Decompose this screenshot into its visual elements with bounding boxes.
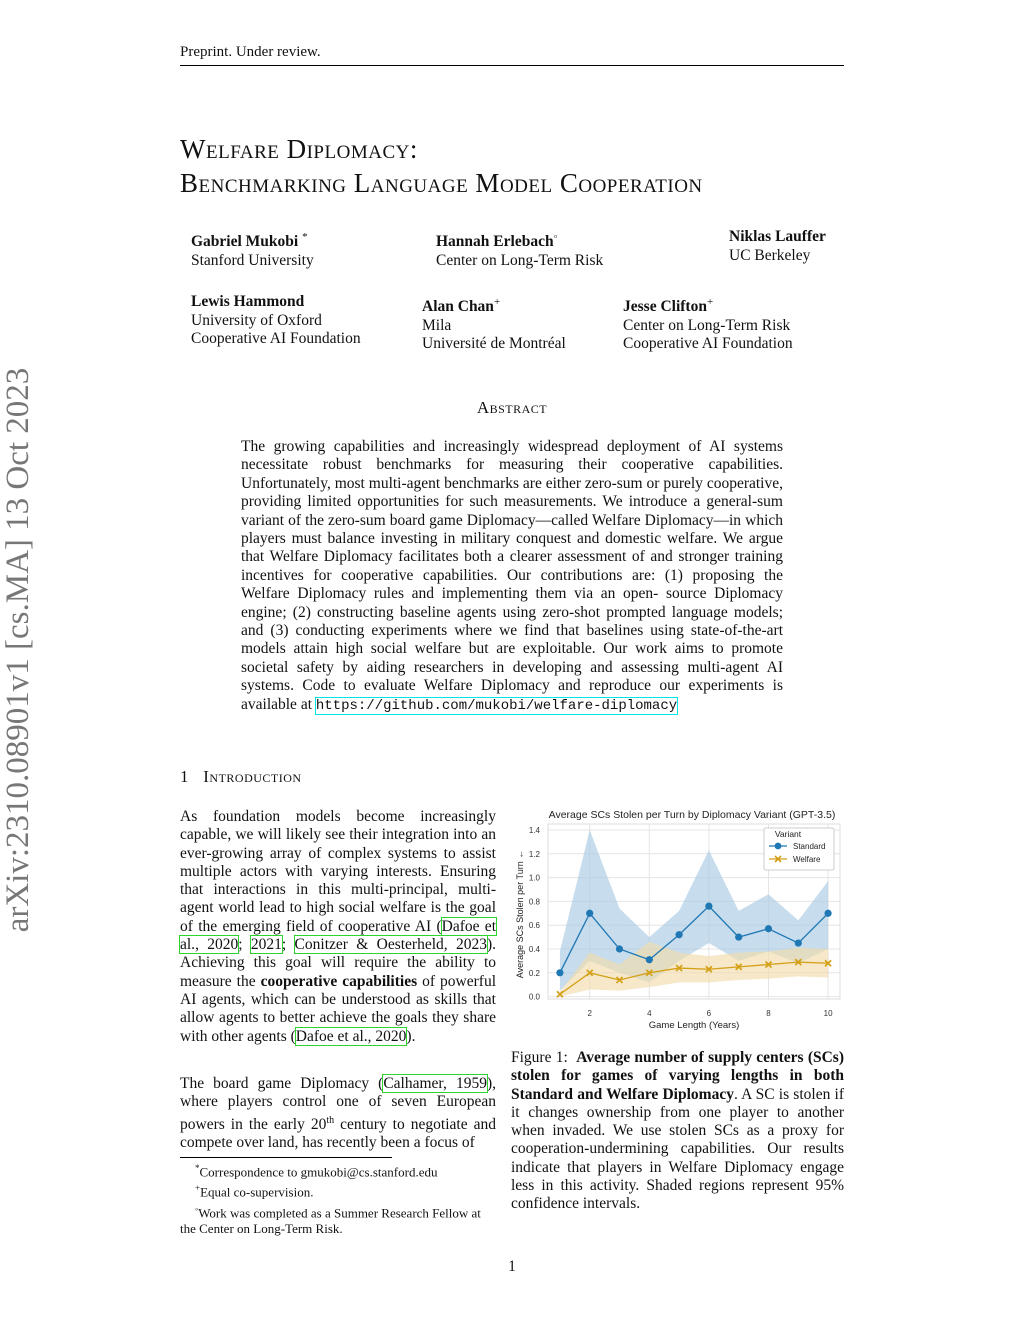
footnote-text: Equal co-supervision. [200,1184,314,1200]
citation-author: Calhamer [383,1075,443,1092]
author-name: Gabriel Mukobi [191,233,299,251]
legend-marker-standard [775,843,782,850]
section-title: Introduction [203,767,302,786]
paper-title [180,132,860,200]
author-name: Alan Chan [422,298,494,316]
author-name: Niklas Lauffer [729,228,826,245]
citation-year: 2020 [375,1027,407,1045]
intro-text: of powerful AI agents, which can be understood as skills that allow agents to better achieve the goals they share with other agents ( [180,972,496,1045]
y-tick-label: 0.2 [528,968,540,978]
intro-text: ). [406,1027,416,1045]
x-tick-label: 6 [706,1009,712,1018]
author-block [436,228,603,270]
footnote-text: Work was completed as a Summer Research Fellow at the Center on Long-Term Risk. [180,1204,481,1236]
footnote [180,1160,496,1180]
intro-paragraph-2 [180,1075,496,1152]
x-tick-label: 2 [587,1009,592,1018]
legend [764,828,834,870]
citation-year: 1959 [455,1075,487,1092]
footnote-mark: ◦ [195,1203,199,1214]
citation-link[interactable]: Calhamer, 1959 [383,1075,487,1092]
x-tick-label: 8 [766,1009,771,1018]
author-block [422,293,566,354]
y-tick-label: 1.0 [528,873,540,883]
author-affiliation: Center on Long-Term Risk [436,251,604,269]
intro-text: The board game Diplomacy ( [180,1075,384,1092]
data-point-standard [795,939,802,946]
citation-year: 2020 [207,936,239,954]
superscript: th [326,1114,335,1126]
footnote-mark: * [195,1163,200,1173]
footnote [180,1180,496,1200]
citation-link[interactable]: Dafoe et al., 2020 [295,1027,407,1045]
page-number: 1 [508,1258,516,1275]
arxiv-id: arXiv:2310.08901v1 [cs.MA] 13 Oct 2023 [0,367,36,933]
data-point-standard [824,910,831,917]
caption-text: . A SC is stolen if it changes ownership from one player to another when invaded. We use stolen SCs as a proxy for cooperation-undermining capabilities. Our results indicate that players in Welfare Diplomacy engage less in this activity. Shaded regions represent 95% confidence intervals. [511,1085,844,1213]
author-name: Hannah Erlebach [436,233,554,251]
author-mark: + [493,296,501,308]
y-tick-label: 0.4 [528,945,540,954]
citation-link[interactable]: Dafoe et al., 2020 [180,917,496,954]
author-affiliation: Cooperative AI Foundation [191,330,361,347]
author-affiliation: Stanford University [191,251,314,269]
author-affiliation: Cooperative AI Foundation [623,335,793,353]
legend-label-welfare: Welfare [793,855,821,864]
x-tick-label: 10 [823,1009,833,1018]
citation-year: 2023 [455,936,487,954]
citation-link[interactable]: 2021 [250,936,282,954]
intro-paragraph-1: As foundation models become increasingly capable, we will likely see their integration into an ever-growing array of complex systems to assist multiple actors with varying interests. Ensuring that interactions in this multi-principal, multi-agent world lead to high social welfare is the goal of the emerging field of cooperative AI (Dafoe et al., 2020; 2021; Conitzer & Oesterheld, 2023). Achieving this goal will require the ability to measure the cooperative capabilities of powerful AI agents, which can be understood as skills that allow agents to better achieve the goals they share with other agents (Dafoe et al., 2020). [180,808,497,1045]
author-affiliation: UC Berkeley [729,246,811,264]
author-block [623,293,793,354]
footnote-text: Correspondence to gmukobi@cs.stanford.edu [199,1164,438,1180]
citation-author: Dafoe et al. [295,1027,368,1045]
author-name: Jesse Clifton [623,298,707,316]
intro-text: As foundation models become increasingly capable, we will likely see their integration into an ever-growing array of complex systems to assist multiple actors with varying interests. Ensuring that interactions in this multi-principal, multi-agent world lead to high social welfare is the goal of the emerging field of cooperative AI ( [180,808,496,935]
chart-title: Average SCs Stolen per Turn by Diplomacy Variant (GPT-3.5) [548,809,836,821]
y-tick-label: 1.2 [528,849,540,859]
data-point-standard [676,931,683,938]
author-block [729,228,826,265]
citation-link[interactable]: Conitzer & Oesterheld, 2023 [294,936,487,954]
intro-text: ). Achieving this goal will require the ability to measure the [180,936,497,990]
footnote-mark: + [195,1183,201,1194]
caption-label: Figure 1: [511,1049,568,1066]
title-line-1: Welfare Diplomacy: [180,134,418,164]
data-point-standard [765,925,772,932]
y-tick-label: 1.4 [528,825,540,835]
citation-author: Conitzer & Oesterheld [294,936,444,954]
data-point-standard [646,956,653,963]
section-number: 1 [180,767,189,786]
section-heading [180,767,302,787]
author-name: Lewis Hammond [191,293,305,310]
y-tick-label: 0.8 [528,897,540,907]
intro-text: century to negotiate and compete over land, has recently been a focus of [180,1115,496,1152]
footnote-rule [180,1157,392,1158]
author-affiliation: University of Oxford [191,311,322,329]
x-axis-label: Game Length (Years) [648,1020,740,1031]
author-block [191,293,361,349]
code-link[interactable]: https://github.com/mukobi/welfare-diplomacy [315,697,678,714]
author-affiliation: Mila [422,316,452,334]
page-header: Preprint. Under review. [180,44,844,66]
figure-1-caption [511,1049,844,1214]
y-tick-label: 0.6 [528,921,540,931]
title-line-2: Benchmarking Language Model Cooperation [180,168,703,198]
data-point-standard [705,903,712,910]
intro-text: ), where players control one of seven European powers in the early 20 [180,1075,496,1133]
author-mark: + [706,296,714,308]
data-point-standard [556,969,563,976]
author-block [191,228,314,270]
intro-bold-text: cooperative capabilities [260,972,418,990]
footnote [180,1201,496,1237]
author-mark: * [302,231,308,243]
abstract-text: The growing capabilities and increasingly widespread deployment of AI systems necessitate robust benchmarks for measuring their cooperative capabilities. Unfortunately, most multi-agent benchmarks are either zero-sum or purely cooperative, providing limited opportunities for such measurements. We introduce a general-sum variant of the zero-sum board game Diplomacy—called Welfare Diplomacy—in which players must balance investing in military conquest and domestic welfare. We argue that Welfare Diplomacy facilitates both a clearer assessment of and stronger training incentives for cooperative capabilities. Our contributions are: (1) proposing the Welfare Diplomacy rules and implementing them via an open- source Diplomacy engine; (2) constructing baseline agents using zero-shot prompted language models; and (3) conducting experiments where we find that baselines using state-of-the-art models attain high social welfare but are exploitable. Our work aims to promote societal safety by aiding researchers in developing and assessing multi-agent AI systems. Code to evaluate Welfare Diplomacy and reproduce our experiments is available at [241,438,783,713]
legend-title: Variant [774,829,802,839]
author-affiliation: Université de Montréal [422,335,566,353]
data-point-standard [616,945,623,952]
y-tick-label: 0.0 [528,992,540,1002]
legend-label-standard: Standard [793,842,826,851]
data-point-standard [586,910,593,917]
y-axis-label: Average SCs Stolen per Turn ← [515,849,525,979]
abstract-body [241,438,783,715]
data-point-standard [735,933,742,940]
footnotes [180,1160,496,1237]
author-affiliation: Center on Long-Term Risk [623,316,791,334]
caption-bold: Average number of supply centers (SCs) stolen for games of varying lengths in both Standard and Welfare Diplomacy [511,1049,844,1103]
abstract-heading: Abstract [476,398,548,417]
citation-author: Dafoe et al. [180,917,496,954]
x-tick-label: 4 [647,1009,652,1018]
author-mark: ◦ [553,231,558,243]
figure-1-chart [506,802,846,1036]
